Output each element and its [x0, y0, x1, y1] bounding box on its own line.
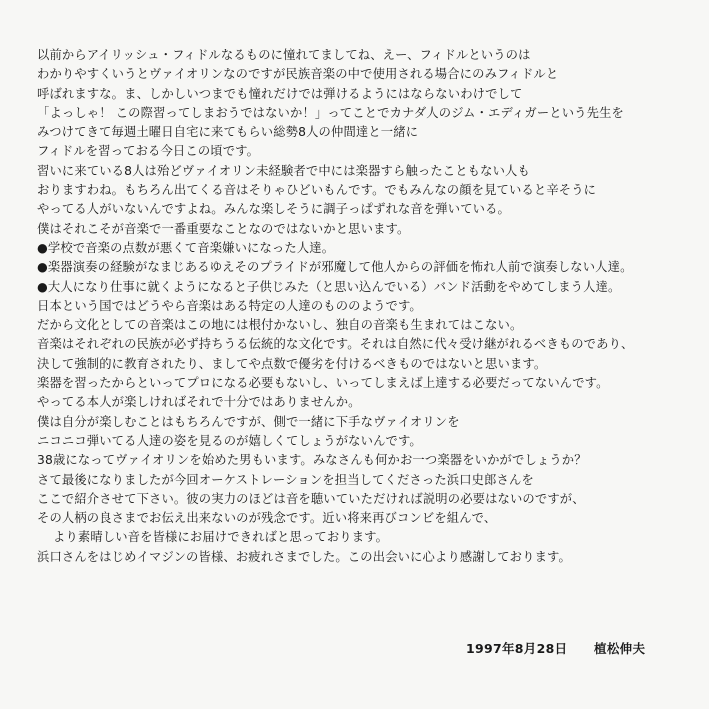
letter-line: 決して強制的に教育されたり、ましてや点数で優劣を付けるべきものではないと思います。	[37, 356, 547, 371]
signature	[466, 639, 645, 657]
letter-line: やってる本人が楽しければそれで十分ではありませんか。	[37, 395, 361, 410]
letter-line: だから文化としての音楽はこの地には根付かないし、独自の音楽も生まれてはこない。	[37, 318, 523, 333]
letter-line: ここで紹介させて下さい。彼の実力のほどは音を聴いていただければ説明の必要はないのですが、	[37, 491, 585, 506]
letter-line: 楽器を習ったからといってプロになる必要もないし、いってしまえば上達する必要だってないんです。	[37, 376, 609, 391]
letter-line: 呼ばれますな。ま、しかしいつまでも憧れだけでは弾けるようにはならないわけでして	[37, 86, 523, 101]
bullet-item: ●楽器演奏の経験がなまじあるゆえそのプライドが邪魔して他人からの評価を怖れ人前で演奏しない人達。	[37, 260, 633, 275]
letter-line: 日本という国ではどうやら音楽はある特定の人達のもののようです。	[37, 298, 422, 313]
letter-line: みつけてきて毎週土曜日自宅に来てもらい総勢8人の仲間達と一緒に	[37, 125, 419, 140]
letter-line: 僕はそれこそが音楽で一番重要なことなのではないかと思います。	[37, 221, 410, 236]
letter-line: 浜口さんをはじめイマジンの皆様、お疲れさまでした。この出会いに心より感謝しております。	[37, 549, 571, 564]
letter-line: 僕は自分が楽しむことはもちろんですが、側で一緒に下手なヴァイオリンを	[37, 414, 460, 429]
letter-line: ニコニコ弾いてる人達の姿を見るのが嬉しくてしょうがないんです。	[37, 433, 422, 448]
letter-line: 習いに来ている8人は殆どヴァイオリン未経験者で中には楽器すら触ったこともない人も	[37, 163, 530, 178]
letter-line: 38歳になってヴァイオリンを始めた男もいます。みなさんも何かお一つ楽器をいかがでしょうか？	[37, 453, 587, 468]
letter-line: おりますわね。もちろん出てくる音はそりゃひどいもんです。でもみんなの顔を見ていると辛そうに	[37, 183, 597, 198]
signature-author: 植松伸夫	[594, 641, 646, 656]
letter-line: わかりやすくいうとヴァイオリンなのですが民族音楽の中で使用される場合にのみフィドルと	[37, 67, 559, 82]
signature-date: 1997年8月28日	[466, 641, 568, 656]
letter-line: やってる人がいないんですよね。みんな楽しそうに調子っぱずれな音を弾いている。	[37, 202, 510, 217]
letter-line: より素晴しい音を皆様にお届けできればと思っております。	[53, 530, 389, 545]
letter-line: 「よっしゃ！ この際習ってしまおうではないか！」ってことでカナダ人のジム・エディガーという先生を	[37, 105, 624, 120]
letter-line: その人柄の良さまでお伝え出来ないのが残念です。近い将来再びコンビを組んで、	[37, 511, 497, 526]
letter-body	[37, 46, 687, 567]
bullet-item: ●学校で音楽の点数が悪くて音楽嫌いになった人達。	[37, 240, 335, 255]
letter-line: 音楽はそれぞれの民族が必ず持ちうる伝統的な文化です。それは自然に代々受け継がれるべきものであり、	[37, 337, 634, 352]
letter-line: さて最後になりましたが今回オーケストレーションを担当してくださった浜口史郎さんを	[37, 472, 534, 487]
letter-line: フィドルを習っておる今日この頃です。	[37, 144, 260, 159]
letter-line: 以前からアイリッシュ・フィドルなるものに憧れてましてね、えー、フィドルというのは	[37, 48, 531, 62]
bullet-item: ●大人になり仕事に就くようになると子供じみた（と思い込んでいる）バンド活動をやめてしまう人達。	[37, 279, 621, 294]
